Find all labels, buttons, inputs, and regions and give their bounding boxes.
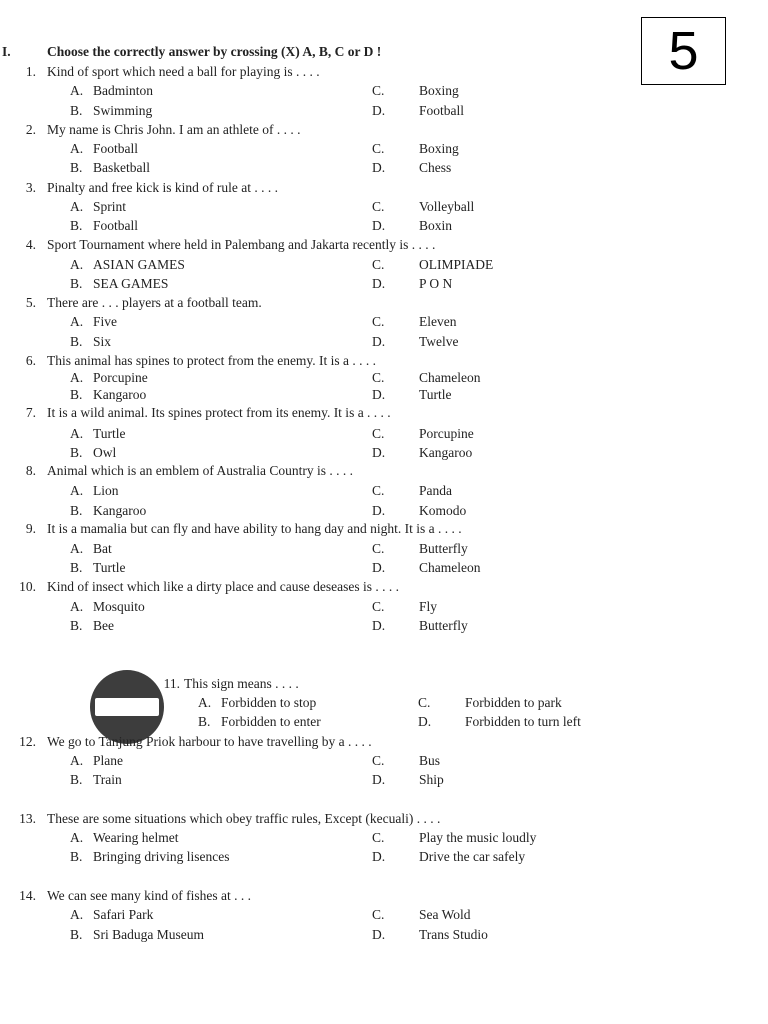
option-d: Football — [419, 103, 465, 118]
option-letter-a: A. — [70, 199, 84, 214]
question-number: 5. — [25, 295, 36, 310]
instruction-heading: Choose the correctly answer by crossing (X) A, B, C or D ! — [47, 44, 382, 59]
option-letter-c: C. — [372, 426, 385, 441]
option-b: Bee — [93, 618, 114, 633]
option-letter-a: A. — [70, 599, 84, 614]
option-c: Forbidden to park — [465, 695, 562, 710]
option-letter-d: D. — [372, 445, 386, 460]
option-letter-c: C. — [372, 753, 385, 768]
question-text: Kind of insect which like a dirty place and cause deseases is . . . . — [47, 579, 400, 594]
option-letter-b: B. — [70, 103, 83, 118]
option-a: Five — [93, 314, 118, 329]
option-a: Forbidden to stop — [221, 695, 317, 710]
question-text: Pinalty and free kick is kind of rule at . . . . — [47, 180, 278, 195]
question-number: 14. — [19, 888, 36, 903]
option-c: Boxing — [419, 141, 459, 156]
option-letter-a: A. — [70, 907, 84, 922]
option-letter-b: B. — [70, 218, 83, 233]
option-b: Swimming — [93, 103, 153, 118]
option-letter-a: A. — [70, 426, 84, 441]
question-number: 10. — [19, 579, 36, 594]
option-letter-c: C. — [372, 599, 385, 614]
question-text: It is a wild animal. Its spines protect from its enemy. It is a . . . . — [47, 405, 391, 420]
option-letter-d: D. — [372, 276, 386, 291]
question-text: This sign means . . . . — [184, 676, 299, 691]
option-c: Panda — [419, 483, 452, 498]
option-letter-b: B. — [70, 927, 83, 942]
option-d: Drive the car safely — [419, 849, 526, 864]
option-d: Chess — [419, 160, 452, 175]
option-letter-c: C. — [372, 541, 385, 556]
question-number: 1. — [25, 64, 36, 79]
option-letter-a: A. — [70, 141, 84, 156]
question-text: This animal has spines to protect from the enemy. It is a . . . . — [47, 353, 377, 368]
question-number: 2. — [25, 122, 36, 137]
question-text: Sport Tournament where held in Palembang and Jakarta recently is . . . . — [47, 237, 436, 252]
option-a: Plane — [93, 753, 123, 768]
option-letter-d: D. — [372, 160, 386, 175]
option-b: Owl — [93, 445, 117, 460]
option-letter-d: D. — [372, 387, 386, 402]
option-letter-a: A. — [198, 695, 212, 710]
option-letter-d: D. — [372, 849, 386, 864]
option-b: Train — [93, 772, 122, 787]
option-letter-b: B. — [70, 276, 83, 291]
question-number: 6. — [25, 353, 36, 368]
option-d: Trans Studio — [419, 927, 488, 942]
option-letter-d: D. — [372, 772, 386, 787]
option-letter-d: D. — [418, 714, 432, 729]
option-a: Safari Park — [93, 907, 154, 922]
option-letter-c: C. — [372, 257, 385, 272]
option-b: Forbidden to enter — [221, 714, 321, 729]
option-a: ASIAN GAMES — [93, 257, 185, 272]
option-letter-a: A. — [70, 314, 84, 329]
option-c: Sea Wold — [419, 907, 471, 922]
question-number: 13. — [19, 811, 36, 826]
question-number: 9. — [25, 521, 36, 536]
option-c: Chameleon — [419, 370, 481, 385]
option-c: Play the music loudly — [419, 830, 537, 845]
option-letter-d: D. — [372, 560, 386, 575]
option-d: Kangaroo — [419, 445, 473, 460]
option-d: Ship — [419, 772, 444, 787]
option-letter-b: B. — [70, 560, 83, 575]
option-a: Mosquito — [93, 599, 145, 614]
option-letter-c: C. — [372, 907, 385, 922]
option-a: Lion — [93, 483, 119, 498]
option-letter-d: D. — [372, 927, 386, 942]
option-b: Basketball — [93, 160, 150, 175]
option-letter-a: A. — [70, 370, 84, 385]
option-d: Boxin — [419, 218, 453, 233]
question-text: We can see many kind of fishes at . . . — [47, 888, 251, 903]
option-letter-b: B. — [70, 387, 83, 402]
option-letter-a: A. — [70, 83, 84, 98]
page-number: 5 — [668, 21, 699, 81]
option-a: Porcupine — [93, 370, 148, 385]
option-d: Turtle — [419, 387, 452, 402]
option-d: Twelve — [419, 334, 459, 349]
option-d: Butterfly — [419, 618, 468, 633]
question-text: These are some situations which obey traffic rules, Except (kecuali) . . . . — [47, 811, 441, 826]
option-c: OLIMPIADE — [419, 257, 494, 272]
question-text: There are . . . players at a football team. — [47, 295, 262, 310]
question-text: Kind of sport which need a ball for playing is . . . . — [47, 64, 320, 79]
section-number: I. — [2, 44, 11, 59]
option-letter-c: C. — [372, 83, 385, 98]
option-letter-a: A. — [70, 830, 84, 845]
option-c: Boxing — [419, 83, 459, 98]
option-b: Football — [93, 218, 139, 233]
option-b: Bringing driving lisences — [93, 849, 230, 864]
option-letter-c: C. — [372, 370, 385, 385]
option-c: Bus — [419, 753, 441, 768]
option-c: Volleyball — [419, 199, 475, 214]
option-c: Butterfly — [419, 541, 468, 556]
option-a: Badminton — [93, 83, 153, 98]
option-letter-b: B. — [198, 714, 211, 729]
option-a: Wearing helmet — [93, 830, 179, 845]
option-d: Chameleon — [419, 560, 481, 575]
option-a: Bat — [93, 541, 112, 556]
page-number-box — [641, 17, 726, 85]
option-d: Forbidden to turn left — [465, 714, 581, 729]
option-d: Komodo — [419, 503, 467, 518]
option-c: Fly — [419, 599, 438, 614]
option-c: Eleven — [419, 314, 457, 329]
option-c: Porcupine — [419, 426, 474, 441]
option-b: Kangaroo — [93, 503, 147, 518]
option-letter-d: D. — [372, 334, 386, 349]
option-letter-c: C. — [372, 314, 385, 329]
option-b: Kangaroo — [93, 387, 147, 402]
option-letter-b: B. — [70, 445, 83, 460]
question-text: We go to Tanjung Priok harbour to have travelling by a . . . . — [47, 734, 372, 749]
question-text: It is a mamalia but can fly and have ability to hang day and night. It is a . . . . — [47, 521, 462, 536]
option-letter-c: C. — [372, 141, 385, 156]
option-b: SEA GAMES — [93, 276, 169, 291]
option-letter-d: D. — [372, 103, 386, 118]
question-text: Animal which is an emblem of Australia Country is . . . . — [47, 463, 353, 478]
option-letter-c: C. — [372, 199, 385, 214]
option-d: P O N — [419, 276, 453, 291]
option-letter-c: C. — [418, 695, 431, 710]
option-letter-a: A. — [70, 257, 84, 272]
question-number: 4. — [25, 237, 36, 252]
option-letter-b: B. — [70, 503, 83, 518]
option-letter-a: A. — [70, 753, 84, 768]
option-a: Turtle — [93, 426, 126, 441]
option-letter-b: B. — [70, 160, 83, 175]
question-number: 12. — [19, 734, 36, 749]
option-letter-a: A. — [70, 483, 84, 498]
option-letter-b: B. — [70, 849, 83, 864]
option-letter-d: D. — [372, 218, 386, 233]
option-letter-b: B. — [70, 772, 83, 787]
option-letter-d: D. — [372, 503, 386, 518]
option-b: Sri Baduga Museum — [93, 927, 204, 942]
question-number: 11. — [163, 676, 180, 691]
question-number: 8. — [25, 463, 36, 478]
question-number: 7. — [25, 405, 36, 420]
option-b: Turtle — [93, 560, 126, 575]
option-letter-c: C. — [372, 830, 385, 845]
option-a: Sprint — [93, 199, 127, 214]
option-b: Six — [93, 334, 112, 349]
option-letter-d: D. — [372, 618, 386, 633]
question-number: 3. — [25, 180, 36, 195]
option-letter-b: B. — [70, 618, 83, 633]
option-letter-b: B. — [70, 334, 83, 349]
option-a: Football — [93, 141, 139, 156]
question-text: My name is Chris John. I am an athlete of . . . . — [47, 122, 301, 137]
option-letter-c: C. — [372, 483, 385, 498]
option-letter-a: A. — [70, 541, 84, 556]
